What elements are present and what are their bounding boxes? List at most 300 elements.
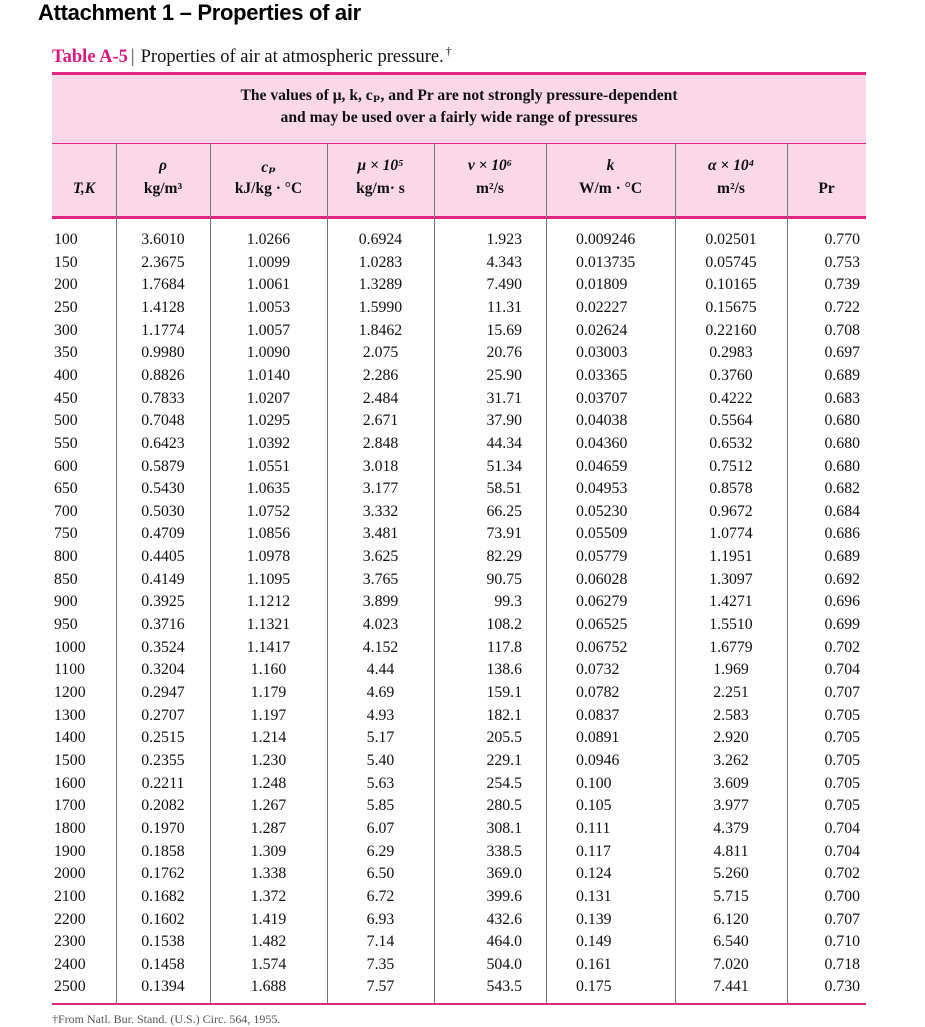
cell-thermal-conductivity: 0.0891 xyxy=(576,729,620,747)
cell-thermal-conductivity: 0.175 xyxy=(576,978,612,996)
cell-kinematic-viscosity: 82.29 xyxy=(486,548,522,566)
cell-specific-heat: 1.160 xyxy=(250,661,287,679)
cell-specific-heat: 1.1212 xyxy=(246,593,291,611)
cell-specific-heat: 1.0635 xyxy=(246,480,291,498)
cell-density: 0.4149 xyxy=(141,570,185,588)
cell-density: 0.3925 xyxy=(141,593,185,611)
cell-specific-heat: 1.1095 xyxy=(246,570,291,588)
col-header-dynamic-viscosity xyxy=(327,144,434,217)
table-note-line-1: The values of μ, k, cₚ, and Pr are not strongly pressure-dependent xyxy=(240,87,678,104)
cell-temperature: 1900 xyxy=(54,842,86,860)
cell-density: 0.5430 xyxy=(141,480,185,498)
cell-thermal-diffusivity: 0.4222 xyxy=(709,389,753,407)
cell-density: 0.3524 xyxy=(141,638,185,656)
cell-temperature: 200 xyxy=(54,276,78,294)
cell-prandtl: 0.700 xyxy=(824,887,860,905)
cell-thermal-diffusivity: 0.15675 xyxy=(705,298,757,316)
col-header-thermal-conductivity-symbol: k xyxy=(606,157,615,174)
cell-density: 0.6423 xyxy=(141,434,185,452)
cell-thermal-diffusivity: 0.2983 xyxy=(709,344,753,362)
cell-density: 0.1538 xyxy=(141,933,185,951)
col-header-dynamic-viscosity-unit: kg/m· s xyxy=(356,180,405,197)
cell-prandtl: 0.705 xyxy=(824,797,860,815)
cell-dynamic-viscosity: 2.484 xyxy=(362,389,399,407)
col-header-specific-heat-unit: kJ/kg · °C xyxy=(234,180,303,197)
cell-prandtl: 0.699 xyxy=(824,616,860,634)
table-row xyxy=(52,229,866,252)
cell-specific-heat: 1.419 xyxy=(250,910,287,928)
cell-specific-heat: 1.0266 xyxy=(246,231,291,248)
cell-temperature: 250 xyxy=(54,298,78,316)
caption-separator: | xyxy=(130,47,135,67)
cell-temperature: 100 xyxy=(54,231,78,248)
cell-prandtl: 0.739 xyxy=(824,276,860,294)
col-header-kinematic-viscosity xyxy=(434,144,546,217)
cell-thermal-diffusivity: 0.05745 xyxy=(705,253,757,271)
table-row xyxy=(52,909,866,932)
cell-thermal-diffusivity: 7.020 xyxy=(713,955,749,973)
table-body xyxy=(52,219,866,1003)
col-header-dynamic-viscosity-symbol: μ × 10⁵ xyxy=(357,157,404,174)
cell-thermal-conductivity: 0.03003 xyxy=(576,344,628,362)
table-row xyxy=(52,569,866,592)
table-row xyxy=(52,274,866,297)
cell-temperature: 1200 xyxy=(54,684,86,701)
cell-specific-heat: 1.287 xyxy=(250,819,287,837)
cell-specific-heat: 1.1321 xyxy=(246,616,291,634)
cell-kinematic-viscosity: 308.1 xyxy=(486,819,522,837)
col-header-kinematic-viscosity-symbol: ν × 10⁶ xyxy=(467,157,513,174)
cell-dynamic-viscosity: 7.35 xyxy=(366,955,395,973)
table-note xyxy=(52,72,866,143)
cell-specific-heat: 1.1417 xyxy=(246,638,291,656)
cell-dynamic-viscosity: 3.177 xyxy=(362,480,399,498)
cell-thermal-conductivity: 0.04360 xyxy=(576,434,628,452)
cell-specific-heat: 1.230 xyxy=(250,751,287,769)
cell-thermal-diffusivity: 6.120 xyxy=(713,910,749,928)
cell-kinematic-viscosity: 159.1 xyxy=(486,684,522,701)
cell-dynamic-viscosity: 7.57 xyxy=(366,978,395,996)
cell-thermal-conductivity: 0.06752 xyxy=(576,638,628,656)
cell-density: 0.2515 xyxy=(141,729,185,747)
cell-prandtl: 0.770 xyxy=(824,231,860,248)
cell-prandtl: 0.708 xyxy=(824,321,860,339)
cell-dynamic-viscosity: 1.0283 xyxy=(358,253,403,271)
cell-dynamic-viscosity: 6.50 xyxy=(366,865,395,883)
cell-thermal-diffusivity: 2.920 xyxy=(713,729,749,747)
cell-thermal-diffusivity: 1.0774 xyxy=(709,525,753,543)
cell-prandtl: 0.704 xyxy=(824,819,860,837)
cell-specific-heat: 1.688 xyxy=(250,978,287,996)
cell-specific-heat: 1.0057 xyxy=(246,321,291,339)
cell-thermal-conductivity: 0.131 xyxy=(576,887,612,905)
cell-prandtl: 0.697 xyxy=(824,344,860,362)
table-top-rule xyxy=(52,72,866,75)
cell-thermal-diffusivity: 4.811 xyxy=(713,842,749,860)
cell-thermal-conductivity: 0.04659 xyxy=(576,457,628,475)
cell-thermal-conductivity: 0.05230 xyxy=(576,502,628,520)
cell-kinematic-viscosity: 37.90 xyxy=(486,412,522,430)
cell-prandtl: 0.710 xyxy=(824,933,860,951)
cell-dynamic-viscosity: 6.93 xyxy=(366,910,395,928)
cell-density: 0.1762 xyxy=(141,865,185,883)
cell-thermal-conductivity: 0.03707 xyxy=(576,389,628,407)
cell-kinematic-viscosity: 205.5 xyxy=(486,729,522,747)
table-row xyxy=(52,523,866,546)
cell-thermal-diffusivity: 4.379 xyxy=(713,819,749,837)
cell-density: 0.1970 xyxy=(141,819,185,837)
cell-prandtl: 0.680 xyxy=(824,434,860,452)
cell-thermal-diffusivity: 0.9672 xyxy=(709,502,753,520)
cell-density: 0.8826 xyxy=(141,366,185,384)
cell-thermal-conductivity: 0.06279 xyxy=(576,593,628,611)
cell-specific-heat: 1.574 xyxy=(250,955,287,973)
cell-thermal-conductivity: 0.117 xyxy=(576,842,611,860)
cell-dynamic-viscosity: 3.018 xyxy=(362,457,399,475)
cell-temperature: 950 xyxy=(54,616,78,634)
cell-density: 0.1394 xyxy=(141,978,185,996)
table-row xyxy=(52,976,866,999)
cell-specific-heat: 1.0053 xyxy=(246,298,291,316)
cell-temperature: 650 xyxy=(54,480,78,498)
cell-kinematic-viscosity: 11.31 xyxy=(487,298,522,316)
col-header-temperature xyxy=(52,144,116,217)
cell-thermal-conductivity: 0.03365 xyxy=(576,366,628,384)
cell-temperature: 2500 xyxy=(54,978,86,996)
cell-kinematic-viscosity: 44.34 xyxy=(486,434,522,452)
cell-thermal-conductivity: 0.06028 xyxy=(576,570,628,588)
cell-prandtl: 0.689 xyxy=(824,366,860,384)
cell-specific-heat: 1.482 xyxy=(250,933,287,951)
cell-thermal-diffusivity: 0.7512 xyxy=(709,457,753,475)
col-header-prandtl xyxy=(787,144,866,217)
cell-thermal-diffusivity: 5.260 xyxy=(713,865,749,883)
table-row xyxy=(52,614,866,637)
cell-kinematic-viscosity: 432.6 xyxy=(486,910,522,928)
cell-kinematic-viscosity: 58.51 xyxy=(486,480,522,498)
cell-kinematic-viscosity: 464.0 xyxy=(486,933,522,951)
cell-thermal-diffusivity: 0.22160 xyxy=(705,321,757,339)
caption-text: Properties of air at atmospheric pressure. xyxy=(140,47,444,67)
cell-temperature: 1700 xyxy=(54,797,86,815)
table-label: Table A-5 xyxy=(52,47,128,67)
cell-thermal-diffusivity: 0.8578 xyxy=(709,480,753,498)
cell-kinematic-viscosity: 73.91 xyxy=(486,525,522,543)
cell-thermal-conductivity: 0.05779 xyxy=(576,548,628,566)
cell-dynamic-viscosity: 6.29 xyxy=(366,842,395,860)
table-note-line-2: and may be used over a fairly wide range of pressures xyxy=(280,109,638,126)
cell-specific-heat: 1.372 xyxy=(250,887,287,905)
cell-dynamic-viscosity: 1.3289 xyxy=(358,276,403,294)
table-row xyxy=(52,320,866,343)
cell-density: 3.6010 xyxy=(141,231,185,248)
cell-dynamic-viscosity: 2.671 xyxy=(362,412,399,430)
cell-specific-heat: 1.0978 xyxy=(246,548,291,566)
cell-temperature: 1000 xyxy=(54,638,86,656)
col-header-specific-heat-symbol: cₚ xyxy=(261,159,276,176)
cell-kinematic-viscosity: 504.0 xyxy=(486,955,522,973)
table-row xyxy=(52,863,866,886)
table-row xyxy=(52,931,866,954)
cell-dynamic-viscosity: 0.6924 xyxy=(358,231,403,248)
cell-dynamic-viscosity: 3.625 xyxy=(362,548,399,566)
cell-temperature: 550 xyxy=(54,434,78,452)
cell-density: 2.3675 xyxy=(141,253,185,271)
table-row xyxy=(52,456,866,479)
cell-thermal-diffusivity: 1.1951 xyxy=(709,548,753,566)
cell-prandtl: 0.680 xyxy=(824,457,860,475)
cell-specific-heat: 1.214 xyxy=(250,729,287,747)
cell-temperature: 450 xyxy=(54,389,78,407)
cell-density: 0.2947 xyxy=(141,684,185,701)
col-header-density-unit: kg/m³ xyxy=(143,180,183,197)
cell-density: 0.5030 xyxy=(141,502,185,520)
table-row xyxy=(52,501,866,524)
cell-prandtl: 0.702 xyxy=(824,638,860,656)
table-row xyxy=(52,954,866,977)
cell-kinematic-viscosity: 138.6 xyxy=(486,661,522,679)
cell-kinematic-viscosity: 280.5 xyxy=(486,797,522,815)
cell-prandtl: 0.753 xyxy=(824,253,860,271)
cell-temperature: 2400 xyxy=(54,955,86,973)
cell-prandtl: 0.705 xyxy=(824,751,860,769)
table-row xyxy=(52,841,866,864)
col-header-thermal-conductivity-unit: W/m · °C xyxy=(578,180,643,197)
cell-kinematic-viscosity: 90.75 xyxy=(486,570,522,588)
col-header-temperature-label: T,K xyxy=(72,180,96,197)
cell-thermal-diffusivity: 1.3097 xyxy=(709,570,753,588)
cell-thermal-conductivity: 0.139 xyxy=(576,910,612,928)
table-header xyxy=(52,143,866,217)
col-header-kinematic-viscosity-unit: m²/s xyxy=(476,180,504,197)
table-row xyxy=(52,818,866,841)
table-row xyxy=(52,252,866,275)
table-row xyxy=(52,365,866,388)
cell-temperature: 500 xyxy=(54,412,78,430)
cell-specific-heat: 1.0090 xyxy=(246,344,291,362)
cell-thermal-conductivity: 0.04038 xyxy=(576,412,628,430)
cell-dynamic-viscosity: 5.63 xyxy=(366,774,395,792)
cell-dynamic-viscosity: 5.85 xyxy=(366,797,395,815)
cell-temperature: 600 xyxy=(54,457,78,475)
cell-kinematic-viscosity: 4.343 xyxy=(486,253,522,271)
cell-density: 0.2082 xyxy=(141,797,185,815)
cell-specific-heat: 1.0392 xyxy=(246,434,291,452)
cell-thermal-diffusivity: 6.540 xyxy=(713,933,749,951)
cell-specific-heat: 1.267 xyxy=(250,797,287,815)
cell-dynamic-viscosity: 3.899 xyxy=(362,593,399,611)
col-header-thermal-diffusivity-symbol: α × 10⁴ xyxy=(707,157,755,174)
cell-density: 1.1774 xyxy=(141,321,185,339)
cell-kinematic-viscosity: 20.76 xyxy=(486,344,522,362)
cell-density: 0.2355 xyxy=(141,751,185,769)
col-header-thermal-diffusivity-unit: m²/s xyxy=(717,180,745,197)
cell-thermal-diffusivity: 2.251 xyxy=(713,684,749,701)
col-header-thermal-conductivity xyxy=(546,144,675,217)
attachment-title: Attachment 1 – Properties of air xyxy=(38,0,361,25)
cell-thermal-diffusivity: 3.977 xyxy=(713,797,749,815)
cell-kinematic-viscosity: 369.0 xyxy=(486,865,522,883)
cell-thermal-conductivity: 0.04953 xyxy=(576,480,628,498)
cell-density: 0.7048 xyxy=(141,412,185,430)
cell-density: 0.5879 xyxy=(141,457,185,475)
cell-kinematic-viscosity: 338.5 xyxy=(486,842,522,860)
cell-density: 1.4128 xyxy=(141,298,185,316)
cell-prandtl: 0.707 xyxy=(824,684,860,701)
cell-dynamic-viscosity: 4.93 xyxy=(366,706,395,724)
cell-dynamic-viscosity: 3.332 xyxy=(362,502,399,520)
table-row xyxy=(52,886,866,909)
table-row xyxy=(52,659,866,682)
cell-thermal-diffusivity: 1.6779 xyxy=(709,638,753,656)
table-row xyxy=(52,705,866,728)
cell-thermal-conductivity: 0.149 xyxy=(576,933,612,951)
cell-thermal-conductivity: 0.111 xyxy=(576,819,611,837)
col-header-thermal-diffusivity xyxy=(675,144,787,217)
cell-kinematic-viscosity: 117.8 xyxy=(487,638,522,656)
col-header-prandtl-label: Pr xyxy=(818,180,835,197)
cell-dynamic-viscosity: 6.07 xyxy=(366,819,395,837)
cell-specific-heat: 1.179 xyxy=(250,684,287,701)
cell-dynamic-viscosity: 1.8462 xyxy=(358,321,403,339)
cell-prandtl: 0.686 xyxy=(824,525,860,543)
cell-density: 0.2707 xyxy=(141,706,185,724)
cell-prandtl: 0.692 xyxy=(824,570,860,588)
cell-temperature: 850 xyxy=(54,570,78,588)
cell-thermal-diffusivity: 0.6532 xyxy=(709,434,753,452)
cell-temperature: 700 xyxy=(54,502,78,520)
col-header-density-symbol: ρ xyxy=(159,157,167,174)
cell-prandtl: 0.730 xyxy=(824,978,860,996)
table-row xyxy=(52,478,866,501)
caption-dagger: † xyxy=(445,44,452,58)
cell-thermal-conductivity: 0.161 xyxy=(576,955,612,973)
cell-specific-heat: 1.248 xyxy=(250,774,287,792)
cell-prandtl: 0.704 xyxy=(824,842,860,860)
table-row xyxy=(52,682,866,705)
cell-thermal-conductivity: 0.05509 xyxy=(576,525,628,543)
cell-temperature: 1600 xyxy=(54,774,86,792)
cell-specific-heat: 1.0856 xyxy=(246,525,291,543)
cell-prandtl: 0.705 xyxy=(824,774,860,792)
table-row xyxy=(52,297,866,320)
cell-thermal-conductivity: 0.02227 xyxy=(576,298,628,316)
cell-prandtl: 0.682 xyxy=(824,480,860,498)
cell-temperature: 400 xyxy=(54,366,78,384)
cell-prandtl: 0.704 xyxy=(824,661,860,679)
cell-thermal-diffusivity: 1.4271 xyxy=(709,593,753,611)
cell-density: 0.1858 xyxy=(141,842,185,860)
cell-temperature: 350 xyxy=(54,344,78,362)
cell-kinematic-viscosity: 254.5 xyxy=(486,774,522,792)
cell-prandtl: 0.705 xyxy=(824,706,860,724)
cell-prandtl: 0.702 xyxy=(824,865,860,883)
cell-thermal-diffusivity: 1.969 xyxy=(713,661,749,679)
cell-density: 0.9980 xyxy=(141,344,185,362)
cell-thermal-diffusivity: 0.5564 xyxy=(709,412,753,430)
cell-prandtl: 0.705 xyxy=(824,729,860,747)
table-row xyxy=(52,750,866,773)
cell-temperature: 150 xyxy=(54,253,78,271)
cell-thermal-diffusivity: 0.3760 xyxy=(709,366,753,384)
cell-density: 0.2211 xyxy=(141,774,185,792)
cell-density: 0.4405 xyxy=(141,548,185,566)
table-row xyxy=(52,433,866,456)
table-footnote: †From Natl. Bur. Stand. (U.S.) Circ. 564, 1955. xyxy=(52,1012,281,1026)
cell-kinematic-viscosity: 31.71 xyxy=(486,389,522,407)
cell-dynamic-viscosity: 2.075 xyxy=(362,344,399,362)
cell-prandtl: 0.718 xyxy=(824,955,860,973)
table-row xyxy=(52,727,866,750)
cell-temperature: 1500 xyxy=(54,751,86,769)
cell-dynamic-viscosity: 7.14 xyxy=(366,933,395,951)
cell-temperature: 1800 xyxy=(54,819,86,837)
cell-thermal-diffusivity: 0.02501 xyxy=(705,231,757,248)
cell-temperature: 2300 xyxy=(54,933,86,951)
cell-thermal-conductivity: 0.01809 xyxy=(576,276,628,294)
cell-kinematic-viscosity: 543.5 xyxy=(486,978,522,996)
table-row xyxy=(52,410,866,433)
cell-kinematic-viscosity: 99.3 xyxy=(494,593,522,611)
table-row xyxy=(52,591,866,614)
table-bottom-rule xyxy=(52,1003,866,1005)
cell-temperature: 900 xyxy=(54,593,78,611)
cell-thermal-diffusivity: 7.441 xyxy=(713,978,749,996)
cell-temperature: 2000 xyxy=(54,865,86,883)
cell-thermal-conductivity: 0.06525 xyxy=(576,616,628,634)
cell-density: 1.7684 xyxy=(141,276,185,294)
cell-dynamic-viscosity: 4.023 xyxy=(362,616,399,634)
cell-dynamic-viscosity: 6.72 xyxy=(366,887,395,905)
cell-prandtl: 0.696 xyxy=(824,593,860,611)
cell-specific-heat: 1.0295 xyxy=(246,412,291,430)
cell-dynamic-viscosity: 4.69 xyxy=(366,684,395,701)
cell-prandtl: 0.707 xyxy=(824,910,860,928)
cell-specific-heat: 1.0207 xyxy=(246,389,291,407)
cell-temperature: 1100 xyxy=(54,661,86,679)
cell-dynamic-viscosity: 4.44 xyxy=(366,661,395,679)
table-row xyxy=(52,773,866,796)
cell-kinematic-viscosity: 7.490 xyxy=(486,276,522,294)
cell-dynamic-viscosity: 4.152 xyxy=(362,638,399,656)
cell-specific-heat: 1.0551 xyxy=(246,457,291,475)
cell-prandtl: 0.680 xyxy=(824,412,860,430)
cell-density: 0.7833 xyxy=(141,389,185,407)
col-header-specific-heat xyxy=(210,144,327,217)
cell-dynamic-viscosity: 5.17 xyxy=(366,729,395,747)
cell-density: 0.1458 xyxy=(141,955,185,973)
table-row xyxy=(52,637,866,660)
cell-thermal-diffusivity: 3.262 xyxy=(713,751,749,769)
cell-thermal-conductivity: 0.02624 xyxy=(576,321,628,339)
table-row xyxy=(52,342,866,365)
cell-density: 0.3204 xyxy=(141,661,185,679)
cell-thermal-conductivity: 0.0732 xyxy=(576,661,620,679)
cell-thermal-conductivity: 0.009246 xyxy=(576,231,636,248)
cell-thermal-conductivity: 0.0837 xyxy=(576,706,620,724)
cell-prandtl: 0.684 xyxy=(824,502,860,520)
table-row xyxy=(52,546,866,569)
cell-temperature: 300 xyxy=(54,321,78,339)
cell-dynamic-viscosity: 1.5990 xyxy=(358,298,403,316)
cell-thermal-conductivity: 0.124 xyxy=(576,865,612,883)
cell-dynamic-viscosity: 3.481 xyxy=(362,525,399,543)
cell-prandtl: 0.722 xyxy=(824,298,860,316)
cell-specific-heat: 1.338 xyxy=(250,865,287,883)
cell-density: 0.4709 xyxy=(141,525,185,543)
table-row xyxy=(52,795,866,818)
cell-prandtl: 0.683 xyxy=(824,389,860,407)
